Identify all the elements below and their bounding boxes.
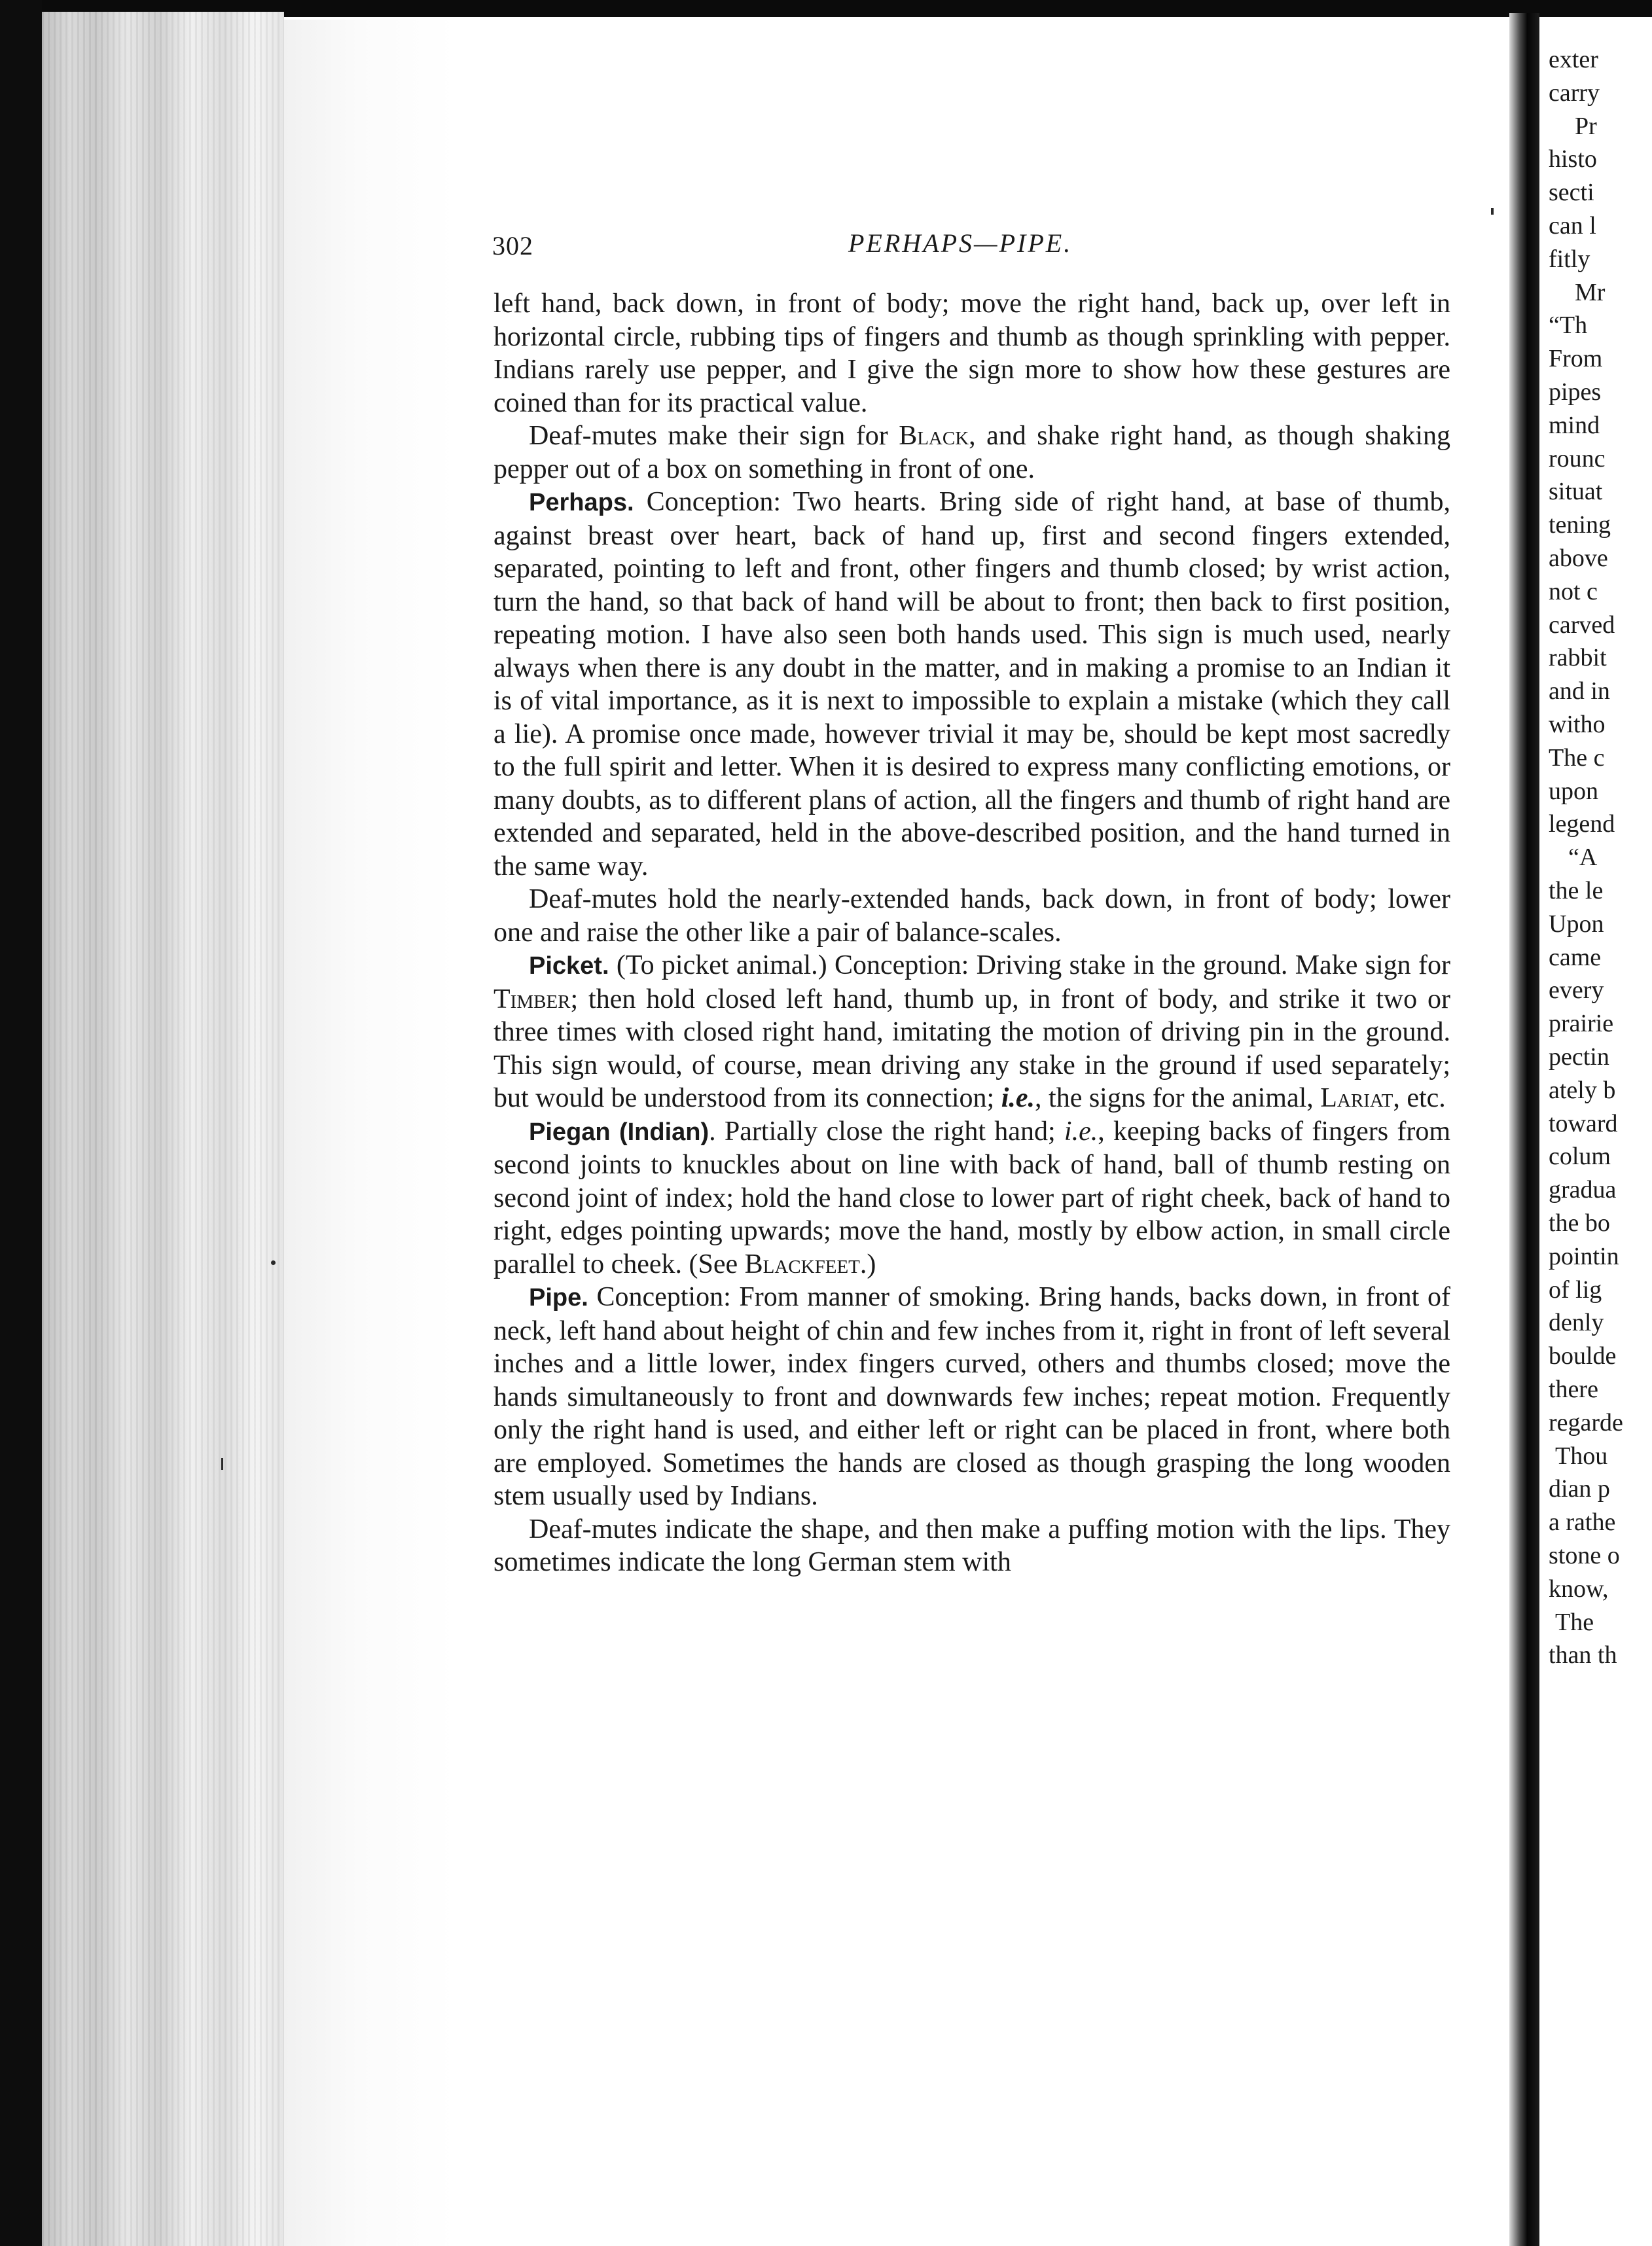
facing-page-line: above (1549, 544, 1608, 572)
body-text (494, 287, 1450, 1579)
facing-page-line: the le (1549, 877, 1604, 904)
entry-term: Pipe. (529, 1284, 588, 1311)
facing-page-line: “A (1568, 844, 1598, 872)
facing-page-line: stone o (1549, 1542, 1620, 1569)
entry-term: Piegan (Indian) (529, 1118, 709, 1146)
scan-speck (271, 1260, 276, 1265)
entry-picket: Picket. (To picket animal.) Conception: Driving stake in the ground. Make sign for Timber; then hold closed left hand, thumb up, in front of body, and strike it two or three times with closed right hand, imitating the motion of driving pin in the ground. This sign would, of course, mean driving any stake in the ground if used separately; but would be understood from its connection; i.e., the signs for the animal, Lariat, etc. (494, 950, 1450, 1113)
facing-page-line: the bo (1549, 1209, 1610, 1237)
facing-page-line: can l (1549, 212, 1596, 240)
facing-page-line: histo (1549, 145, 1597, 173)
facing-page-line: pipes (1549, 378, 1602, 406)
facing-page-line: Upon (1549, 910, 1604, 938)
facing-page-line: The c (1549, 743, 1605, 772)
entry-perhaps: Perhaps. Conception: Two hearts. Bring side of right hand, at base of thumb, against breast over heart, back of hand up, first and second fingers extended, separated, pointing to left and front, other fingers and thumb closed; by wrist action, turn the hand, so that back of hand will be about to front; then back to first position, repeating motion. I have also seen both hands used. This sign is much used, nearly always when there is any doubt in the matter, and in making a promise to an Indian it is of vital importance, as it is next to impossible to explain a mistake (which they call a lie). A promise once made, however trivial it may be, should be kept most sacredly to the full spirit and letter. When it is desired to express many conflicting emotions, or many doubts, as to different plans of action, all the fingers and thumb of right hand are extended and separated, held in the above-described position, and the hand turned in the same way. (494, 487, 1450, 882)
facing-page-line: witho (1549, 711, 1606, 738)
facing-page-line: mind (1549, 411, 1600, 439)
page-edge-stack (42, 12, 284, 2246)
facing-page-line: colum (1549, 1143, 1611, 1171)
entry-pipe: Pipe. Conception: From manner of smoking. Bring hands, backs down, in front of neck, left hand about height of chin and few inches from it, right in front of left several inches and a little lower, index fingers curved, others and thumbs closed; move the hands simultaneously to front and downwards few inches; repeat motion. Frequently only the right hand is used, and either left or right can be placed in front, where both are employed. Sometimes the hands are closed as though grasping the long wooden stem usually used by Indians. (494, 1282, 1450, 1511)
facing-page-line: regarde (1549, 1408, 1623, 1436)
page-number: 302 (492, 231, 533, 260)
facing-page-line: denly (1549, 1309, 1604, 1337)
facing-page-line: upon (1549, 777, 1598, 805)
facing-page-line: boulde (1549, 1342, 1617, 1370)
facing-page-line: than th (1549, 1641, 1617, 1669)
facing-page-line: know, (1549, 1575, 1609, 1603)
facing-page-line: carry (1549, 79, 1600, 107)
cross-reference: Timber (494, 984, 571, 1014)
entry-term: Perhaps. (529, 489, 634, 516)
facing-page-line: Thou (1555, 1442, 1608, 1470)
facing-page-line: From (1549, 345, 1603, 373)
facing-page-line: tening (1549, 511, 1611, 539)
facing-page-line: a rathe (1549, 1508, 1616, 1537)
facing-page-line: not c (1549, 577, 1598, 605)
cross-reference: Lariat (1320, 1083, 1393, 1113)
facing-page-line: of lig (1549, 1275, 1602, 1304)
running-head: PERHAPS—PIPE. (848, 228, 1073, 258)
facing-page-line: toward (1549, 1109, 1618, 1137)
paragraph-perhaps-deaf-mutes: Deaf-mutes hold the nearly-extended hands, back down, in front of body; lower one and raise the other like a pair of balance-scales. (494, 884, 1450, 948)
facing-page-line: fitly (1549, 245, 1590, 273)
facing-page-line: there (1549, 1376, 1598, 1403)
paragraph-pepper-deaf-mutes: Deaf-mutes make their sign for Black, and shake right hand, as though shaking pepper out of a box on something in front of one. (494, 421, 1451, 484)
facing-page-line: “Th (1549, 312, 1588, 340)
facing-page-line: rabbit (1549, 644, 1607, 672)
facing-page-line: exter (1549, 46, 1598, 73)
facing-page-line: prairie (1549, 1010, 1614, 1038)
cross-reference: Blackfeet (744, 1249, 860, 1279)
facing-page-line: gradua (1549, 1176, 1617, 1204)
facing-page-line: rounc (1549, 444, 1606, 472)
book-gutter (1509, 13, 1539, 2246)
scan-left-border (0, 0, 42, 2246)
facing-page-line: legend (1549, 810, 1615, 838)
entry-piegan: Piegan (Indian). Partially close the right hand; i.e., keeping backs of fingers from second joints to knuckles about on line with back of hand, ball of thumb resting on second joint of index; hold the hand close to lower part of right cheek, back of hand to right, edges pointing upwards; move the hand, mostly by elbow action, in small circle parallel to cheek. (See Blackfeet.) (494, 1116, 1450, 1279)
facing-page-line: and in (1549, 677, 1610, 705)
facing-page-line: Pr (1575, 112, 1597, 140)
facing-page-line: pectin (1549, 1043, 1609, 1071)
cross-reference: Black (899, 421, 969, 451)
facing-page-line: situat (1549, 478, 1603, 506)
paragraph-pepper-continued: left hand, back down, in front of body; move the right hand, back up, over left in horizontal circle, rubbing tips of fingers and thumb as though sprinkling with pepper. Indians rarely use pepper, and I give the sign more to show how these gestures are coined than for its practical value. (494, 289, 1450, 418)
scan-speck (221, 1458, 223, 1470)
scan-speck (1491, 208, 1494, 215)
facing-page-line: dian p (1549, 1475, 1610, 1503)
facing-page-line: carved (1549, 611, 1615, 639)
facing-page-line: came (1549, 943, 1602, 971)
facing-page-line: pointin (1549, 1242, 1619, 1270)
facing-page-line: ately b (1549, 1076, 1616, 1104)
abbreviation: i.e. (1064, 1116, 1098, 1147)
paragraph-pipe-deaf-mutes: Deaf-mutes indicate the shape, and then make a puffing motion with the lips. They sometimes indicate the long German stem with (494, 1514, 1450, 1577)
entry-term: Picket. (529, 952, 609, 980)
abbreviation: i.e. (1001, 1083, 1035, 1113)
facing-page-line: secti (1549, 179, 1594, 207)
facing-page-line: Mr (1575, 278, 1606, 306)
facing-page-line: every (1549, 976, 1604, 1005)
facing-page-line: The (1555, 1608, 1594, 1636)
facing-page-fragment (1539, 31, 1652, 2246)
